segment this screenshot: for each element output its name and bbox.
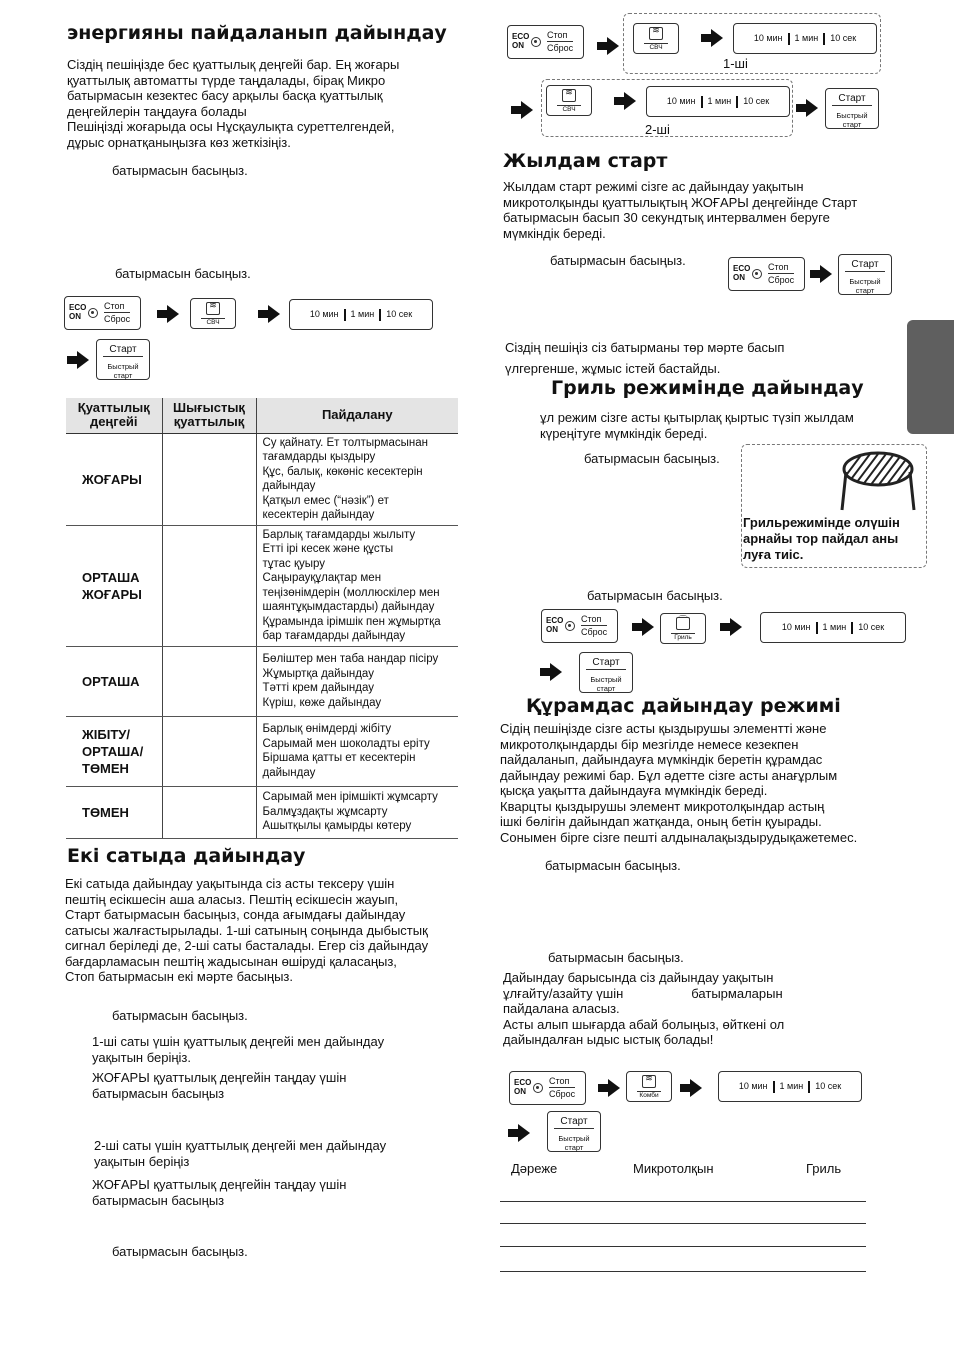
combi-col-microwave: Микротолқын [633, 1161, 714, 1176]
table-row: ЖІБІТУ/ ОРТАША/ ТӨМЕН Барлық өнімдерді жібіту Сарымай мен шоколадты еріту Біршама қатты ет кесектерін дайындау [66, 716, 458, 786]
quick-start-intro: Жылдам старт режимі сізге ас дайындау уақытын микротолқынды қуаттылықтың ЖОҒАРЫ деңгейінде Старт батырмасын басып 30 секундтық интервалмен беруге мүмкіндік береді. [503, 179, 858, 241]
microwave-button[interactable]: ≋ СВЧ [190, 298, 236, 329]
combi-icon: ≋ [642, 1075, 656, 1088]
divider [500, 1246, 866, 1247]
timer-buttons[interactable]: 10 мин 1 мин 10 сек [718, 1071, 862, 1102]
high-power-instruction: ЖОҒАРЫ қуаттылық деңгейін таңдау үшін батырмасын басыңыз [92, 1177, 347, 1208]
microwave-icon: ≋ [562, 89, 576, 102]
divider [500, 1223, 866, 1224]
press-instruction: батырмасын басыңыз. [545, 858, 681, 873]
grill-intro: ұл режим сізге асты қытырлақ қыртыс түзіп жылдам күреңітуге мүмкіндік береді. [540, 410, 854, 441]
combi-intro: Сідің пешіңізде сізге асты қыздырушы элементті және микротолқындарды бір мезгілде немесе кезекпен пайдаланып, дайындауға мүмкіндік беретін құрамдас дайындау режимі бар. Бұл әдетте сізге асты анағұрлым қысқа уақытта дайындауға мүмкіндік береді. Кварцты қыздырушы элемент микротолқындар астың ішкі бөлігін дайындап жатқанда, оның бетін қуырады. Сонымен бірге сізге пешті алдыналақыздырудықажетемес. [500, 721, 858, 845]
microwave-button[interactable]: ≋ СВЧ [633, 23, 679, 54]
section-title-grill: Гриль режимінде дайындау [551, 377, 864, 399]
start-button[interactable]: Старт Быстрый старт [825, 88, 879, 129]
start-button[interactable]: Старт Быстрый старт [838, 254, 892, 295]
press-instruction: батырмасын басыңыз. [112, 163, 248, 178]
press-instruction: батырмасын басыңыз. [584, 451, 720, 466]
microwave-icon: ≋ [649, 27, 663, 40]
section-title-combi: Құрамдас дайындау режимі [526, 695, 841, 717]
start-button[interactable]: Старт Быстрый старт [96, 339, 150, 380]
table-header: Қуаттылық деңгейі [66, 398, 162, 433]
power-level-table [66, 398, 458, 839]
press-instruction: батырмасын басыңыз. [115, 266, 251, 281]
start-button[interactable]: Старт Быстрый старт [579, 652, 633, 693]
eco-icon [565, 621, 575, 631]
divider [500, 1271, 866, 1272]
quick-start-note: Сіздің пешіңіз сіз батырманы төр мәрте басып үлгергенше, жұмыс істей бастайды. [505, 340, 785, 376]
start-button[interactable]: Старт Быстрый старт [547, 1111, 601, 1152]
table-row: ЖОҒАРЫ Су қайнату. Ет толтырмасынан тағамдарды қыздыру Құс, балық, көкөніс кесектерін дайындау Қатқыл емес (“нәзік”) ет кесектерін дайындау [66, 433, 458, 525]
combi-button[interactable]: ≋ Комби [626, 1071, 672, 1102]
press-instruction: батырмасын басыңыз. [112, 1244, 248, 1259]
microwave-button[interactable]: ≋ СВЧ [546, 85, 592, 116]
two-stage-intro: Екі сатыда дайындау уақытында сіз асты тексеру үшін пештің есікшесін аша аласыз. Пештің есікшесін жауып, Старт батырмасын басыңыз, сонда ағымдағы дайындау сатысы жалғастырылады. 1-ші сатының соңында дыбыстық сигнал беріледі де, 2-ші саты басталады. Егер сіз дайындау бағдарламасын пештің жадысынан өшіруді қаласаңыз, Стоп батырмасын екі мәрте басыңыз. [65, 876, 429, 984]
eco-icon [752, 269, 762, 279]
timer-buttons[interactable]: 10 мин 1 мин 10 сек [646, 86, 790, 117]
eco-stop-button[interactable]: ECO ON Стоп Сброс [728, 257, 805, 291]
side-tab [907, 320, 954, 434]
stage2-instruction: 2-ші саты үшін қуаттылық деңгейі мен дайындау уақытын беріңіз [94, 1138, 387, 1169]
microwave-intro: Сіздің пешіңізде бес қуаттылық деңгейі бар. Ең жоғары қуаттылық автоматты түрде таңдалады, бірақ Микро батырмасын кезектес басу арқылы басқа қуаттылық деңгейлерін таңдауға болады Пешіңізді жоғарыда осы Нұсқаулықта суреттелгендей, дұрыс орнатқаныңызға көз жеткізіңіз. [67, 57, 400, 150]
eco-icon [533, 1083, 543, 1093]
stage1-instruction: 1-ші саты үшін қуаттылық деңгейі мен дайындау уақытын беріңіз. [92, 1034, 385, 1065]
table-row: ТӨМЕН Сарымай мен ірімшікті жұмсарту Балмұздақты жұмсарту Ашытқылы қамырды көтеру [66, 786, 458, 838]
eco-stop-button[interactable]: ECO ON Стоп Сброс [64, 296, 141, 330]
eco-icon [531, 37, 541, 47]
section-title-two-stage: Екі сатыда дайындау [67, 845, 306, 867]
press-instruction: батырмасын басыңыз. [550, 253, 686, 268]
press-instruction: батырмасын басыңыз. [548, 950, 684, 965]
combi-col-grill: Гриль [806, 1161, 842, 1176]
table-header: Шығыстық қуаттылық [162, 398, 256, 433]
press-instruction: батырмасын басыңыз. [112, 1008, 248, 1023]
grill-rack-note-text: Грильрежимінде олүшін арнайы тор пайдал аны луға тиіс. [743, 515, 900, 562]
eco-stop-button[interactable]: ECO ON Стоп Сброс [507, 25, 584, 59]
eco-stop-button[interactable]: ECO ON Стоп Сброс [541, 609, 618, 643]
table-row: ОРТАША ЖОҒАРЫ Барлық тағамдарды жылыту Етті ірі кесек және құсты тұтас қуыру Саңырауқұлақтар мен теңізөнімдерін (моллюскілер мен шаянтұқымдастарды) дайындау Құрамында ірімшік пен жұмыртқа бар тағамдарды дайындау [66, 525, 458, 646]
high-power-instruction: ЖОҒАРЫ қуаттылық деңгейін таңдау үшін батырмасын басыңыз [92, 1070, 347, 1101]
press-instruction: батырмасын басыңыз. [587, 588, 723, 603]
table-header: Пайдалану [256, 398, 458, 433]
eco-icon [88, 308, 98, 318]
section-title-quick-start: Жылдам старт [503, 150, 668, 172]
grill-button[interactable]: ⌒ Гриль [660, 613, 706, 644]
timer-buttons[interactable]: 10 мин 1 мин 10 сек [289, 299, 433, 330]
timer-buttons[interactable]: 10 мин 1 мин 10 сек [760, 612, 906, 643]
divider [500, 1201, 866, 1202]
combi-adjust-text: Дайындау барысында сіз дайындау уақытын ұлғайту/азайту үшін батырмаларын пайдалана аласыз. Асты алып шығарда абай болыңыз, өйткені ол дайындалған ыдыс ыстық болады! [503, 970, 785, 1047]
timer-buttons[interactable]: 10 мин 1 мин 10 сек [733, 23, 877, 54]
grill-icon: ⌒ [676, 617, 690, 630]
stage-label: 1-ші [723, 56, 748, 71]
microwave-icon: ≋ [206, 302, 220, 315]
section-title-microwave: энергияны пайдаланып дайындау [67, 22, 447, 44]
combi-col-level: Дәреже [511, 1161, 558, 1176]
grill-rack-icon [835, 450, 921, 512]
table-row: ОРТАША Бөліштер мен таба нандар пісіру Жұмыртқа дайындау Тәтті крем дайындау Күріш, көже дайындау [66, 646, 458, 716]
stage-label: 2-ші [645, 122, 670, 137]
eco-stop-button[interactable]: ECO ON Стоп Сброс [509, 1071, 586, 1105]
